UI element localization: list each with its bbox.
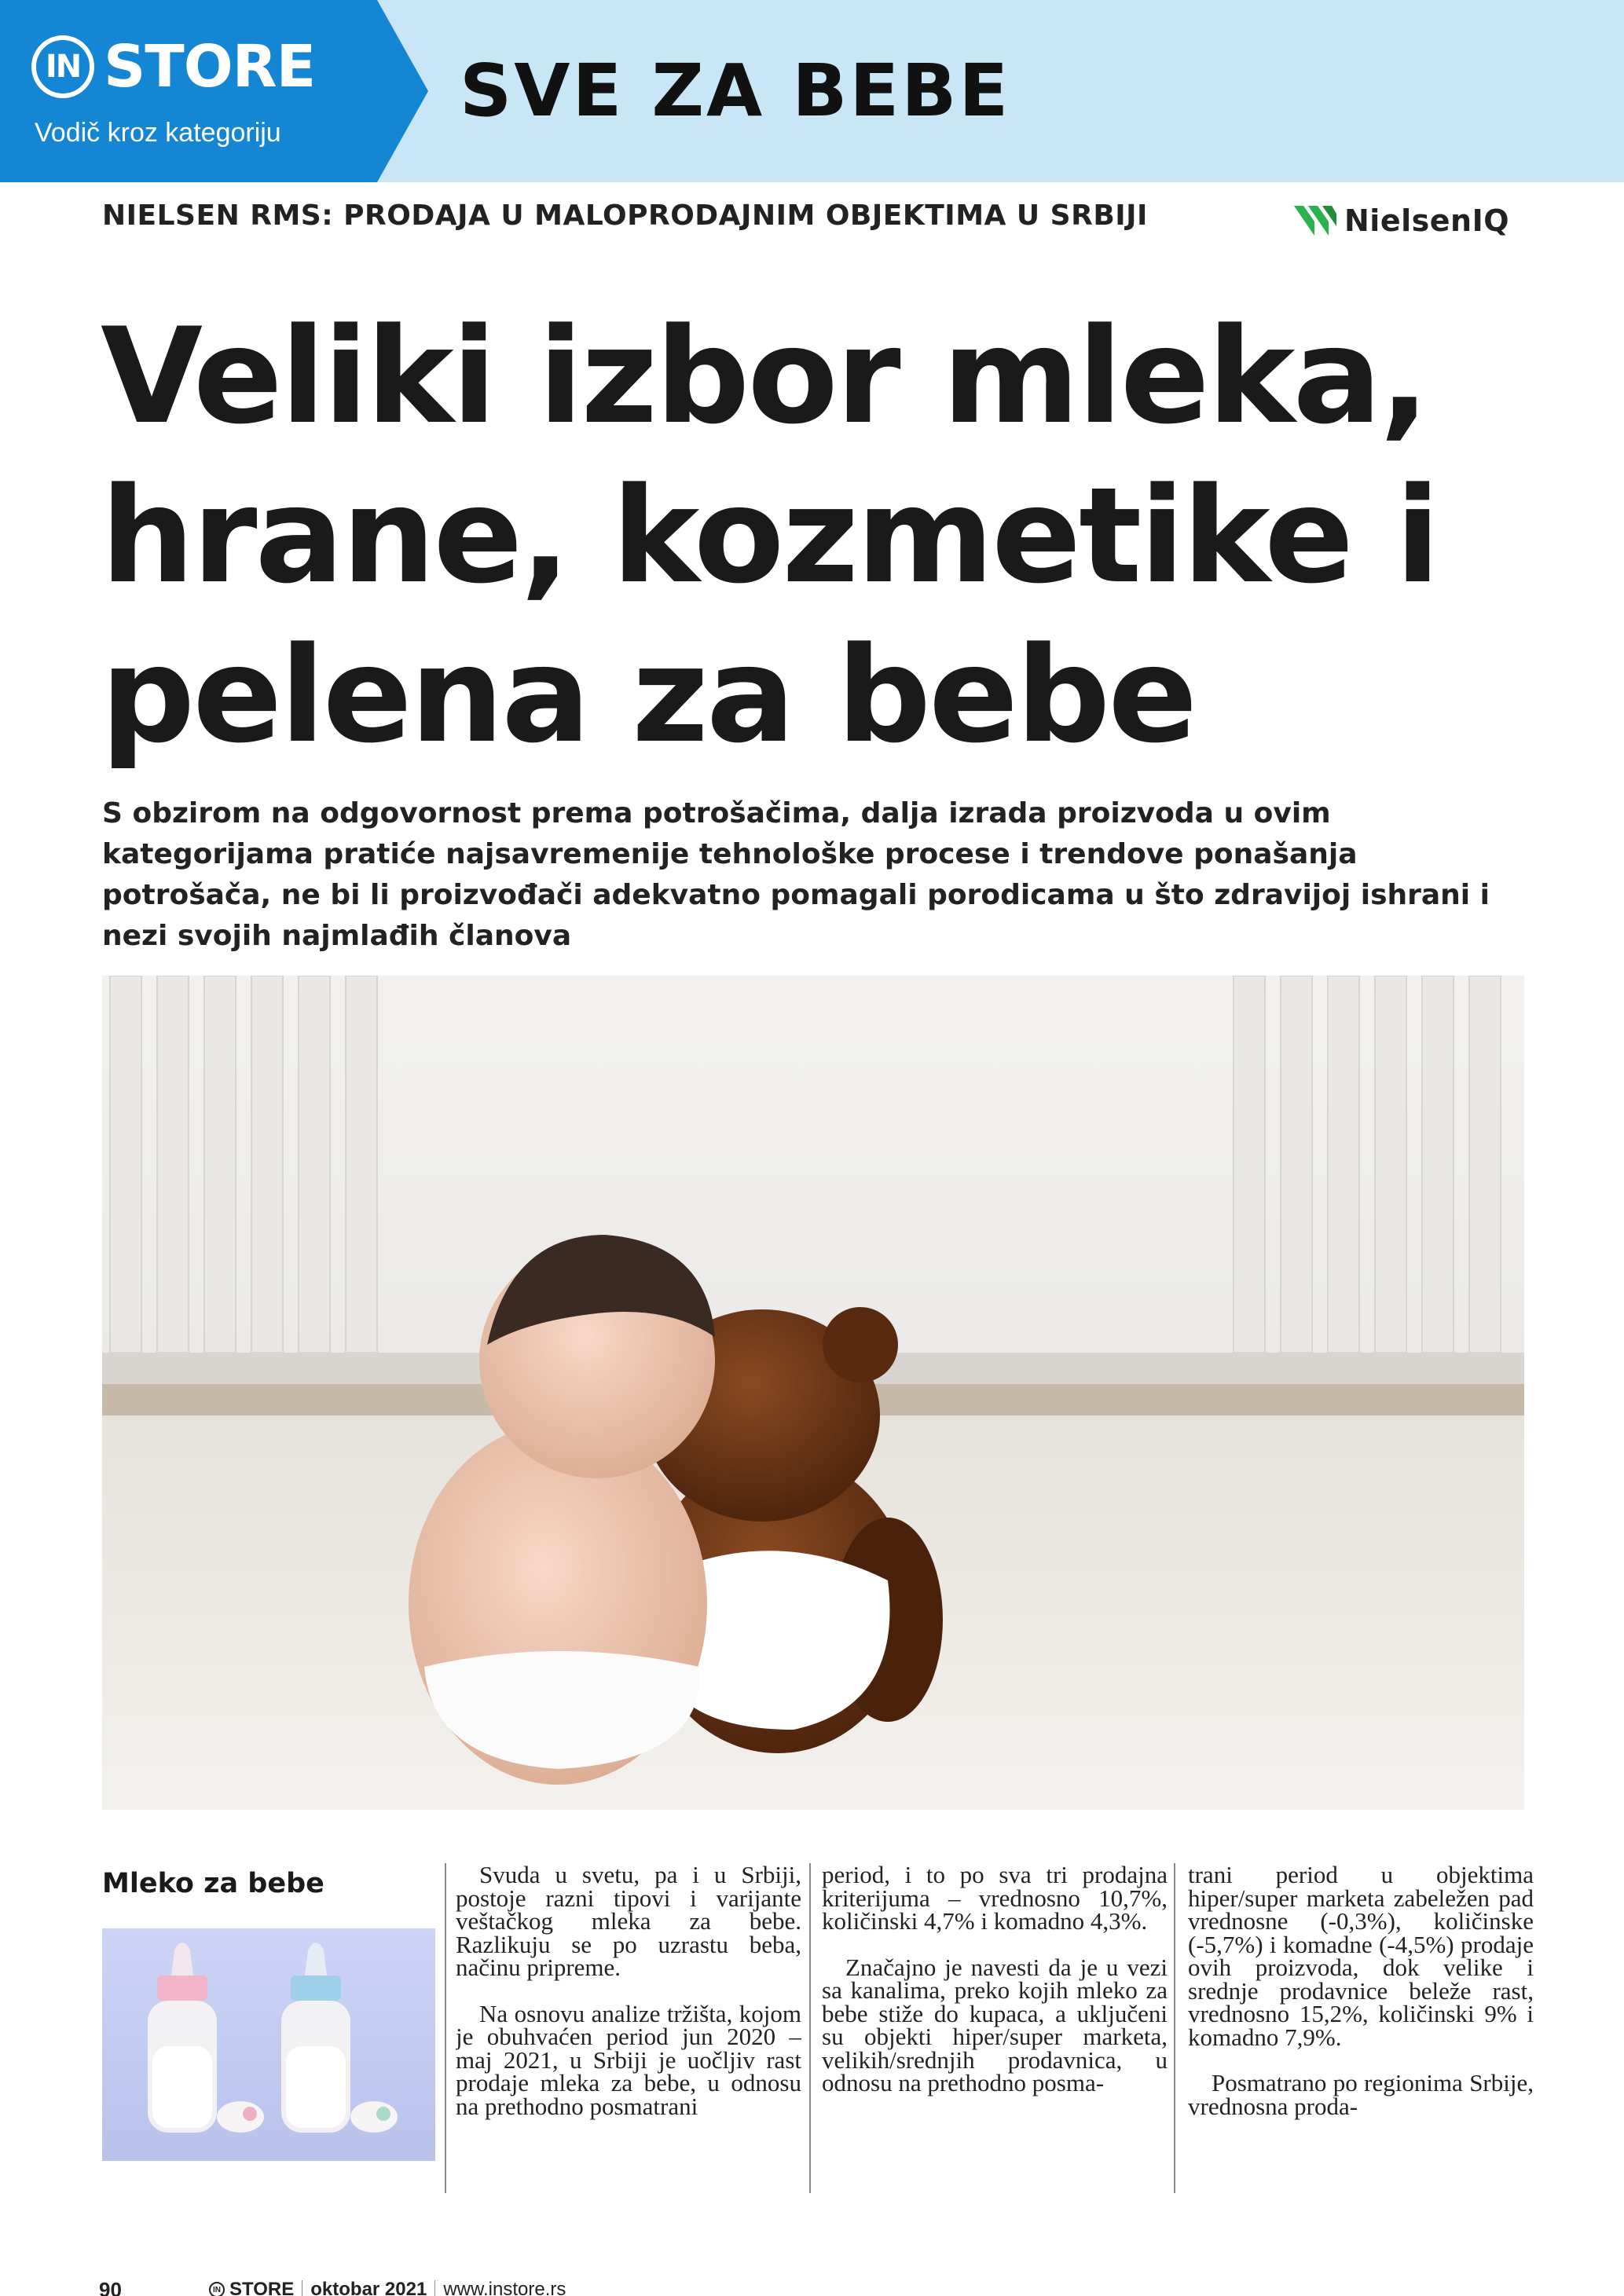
body-paragraph: period, i to po sva tri prodajna kriterijuma – vrednosno 10,7%, količinski 4,7% i komadno 4,3%. — [822, 1863, 1168, 1935]
instore-logo — [31, 33, 315, 101]
lead-paragraph: S obzirom na odgovornost prema potrošačima, dalja izrada proizvoda u ovim kategorijama pratiće najsavremenije tehnološke procese i trendove ponašanja potrošača, ne bi li proizvođači adekvatno pomagali porodicama u što zdravijoj ishrani i nezi svojih najmlađih članova — [102, 797, 1490, 952]
body-paragraph: Značajno je navesti da je u vezi sa kanalima, preko kojih mleko za bebe stiže do kupaca, a uključeni su objekti hiper/super marketa, velikih/srednjih prodavnica, u odnosu na prethodno posma- — [822, 1953, 1168, 2096]
headline: Veliki izbor mleka, hrane, kozmetike i pelena za bebe — [101, 299, 1439, 772]
kicker: NIELSEN RMS: PRODAJA U MALOPRODAJNIM OBJEKTIMA U SRBIJI — [102, 200, 1148, 232]
instore-logo-block — [0, 0, 424, 182]
body-paragraph: trani period u objektima hiper/super marketa zabeležen pad vrednosne (-0,3%), količinske (-5,7%) i komadne (-4,5%) prodaje ovih proizvoda, dok velike i srednje prodavnice beleže rast, vrednosno 15,2%, količinski 9% i komadno 7,9%. — [1188, 1863, 1534, 2051]
footer-divider — [434, 2280, 435, 2296]
column-rule — [809, 1863, 811, 2193]
nielseniq-logo — [1292, 203, 1509, 239]
footer-logo — [209, 2279, 294, 2296]
baby-bottles-image — [102, 1928, 435, 2161]
footer-issue: oktobar 2021 — [310, 2279, 427, 2296]
nielseniq-mark-icon — [1292, 203, 1338, 239]
body-column-3 — [1188, 1863, 1534, 2193]
section-title: SVE ZA BEBE — [460, 49, 1011, 133]
body-column-2 — [822, 1863, 1168, 2193]
sidebar-title: Mleko za bebe — [102, 1868, 324, 1899]
column-rule — [1174, 1863, 1175, 2193]
nielseniq-wordmark: NielsenIQ — [1344, 203, 1510, 238]
in-circle-icon: IN — [209, 2282, 225, 2296]
in-circle-icon: IN — [31, 35, 94, 98]
body-paragraph: Posmatrano po regionima Srbije, vrednosna proda- — [1188, 2069, 1534, 2120]
body-paragraph: Svuda u svetu, pa i u Srbiji, postoje razni tipovi i varijante veštačkog mleka za bebe. Razlikuju se po uzrastu beba, načinu pripreme. — [456, 1863, 801, 1981]
column-rule — [445, 1863, 446, 2193]
baby-teddy-photo — [102, 976, 1524, 1810]
footer-logo-store: STORE — [229, 2279, 295, 2296]
logo-subtitle: Vodič kroz kategoriju — [35, 118, 281, 148]
footer-website-link[interactable]: www.instore.rs — [443, 2279, 566, 2296]
page-number: 90 — [99, 2277, 122, 2296]
body-column-1 — [456, 1863, 801, 2193]
body-paragraph: Na osnovu analize tržišta, kojom je obuhvaćen period jun 2020 – maj 2021, u Srbiji je uočljiv rast prodaje mleka za bebe, u odnosu na prethodno posmatrani — [456, 1999, 801, 2120]
page-footer — [99, 2278, 566, 2296]
logo-store-text: STORE — [104, 33, 316, 101]
